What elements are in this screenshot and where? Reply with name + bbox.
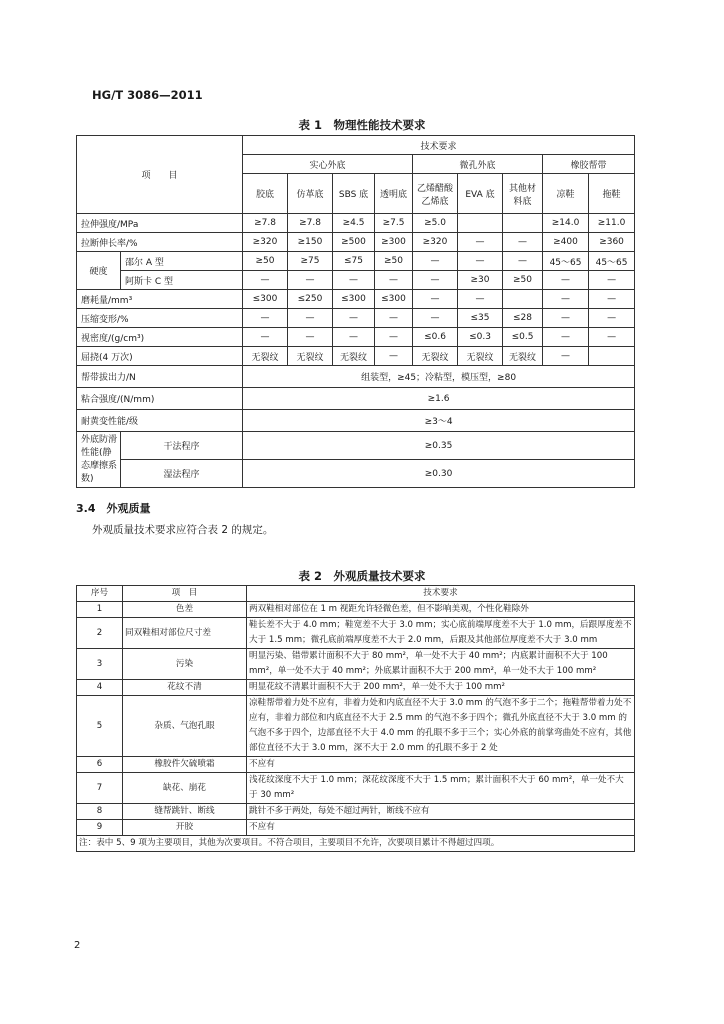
table-row: 阿斯卡 C 型 — — — — — ≥30 ≥50 — — — [77, 271, 635, 290]
table-row: 视密度/(g/cm³) — — — — ≤0.6 ≤0.3 ≤0.5 — — — [77, 328, 635, 347]
physical-properties-table — [76, 135, 635, 488]
section-paragraph: 外观质量技术要求应符合表 2 的规定。 — [92, 524, 274, 536]
table-row: 2 同双鞋相对部位尺寸差 鞋长差不大于 4.0 mm；鞋宽差不大于 3.0 mm；实心底前端厚度差不大于 1.0 mm，后跟厚度差不大于 1.5 mm；微孔底前端厚度差不大于 2.0 mm，后跟及其他部位厚度差不大于 3.0 mm — [77, 618, 635, 649]
table-row: 4 花纹不清 明显花纹不清累计面积不大于 200 mm²，单一处不大于 100 mm² — [77, 680, 635, 696]
table2-title: 表 2 外观质量技术要求 — [298, 569, 426, 583]
table-row: 9 开胶 不应有 — [77, 820, 635, 836]
header-tech-req: 技术要求 — [243, 136, 635, 155]
table-row: 帮带拔出力/N 组装型，≥45；冷粘型，模压型，≥80 — [77, 366, 635, 388]
table-row: 硬度 邵尔 A 型 ≥50 ≥75 ≤75 ≥50 — — — 45～65 45～65 — [77, 252, 635, 271]
page-number: 2 — [74, 940, 81, 951]
subheader: 拖鞋 — [589, 174, 635, 214]
section-heading: 3.4 外观质量 — [76, 502, 151, 515]
table-row: 7 缺花、崩花 浅花纹深度不大于 1.0 mm；深花纹深度不大于 1.5 mm；累计面积不大于 60 mm²，单一处不大于 30 mm² — [77, 773, 635, 804]
table-note: 注：表中 5、9 项为主要项目，其他为次要项目。不符合项目，主要项目不允许，次要项目累计不得超过四项。 — [77, 836, 635, 852]
table-row: 粘合强度/(N/mm) ≥1.6 — [77, 388, 635, 410]
appearance-quality-table — [76, 585, 635, 852]
table-row: 压缩变形/% — — — — — ≤35 ≤28 — — — [77, 309, 635, 328]
slip-label: 外底防滑性能(静态摩擦系数) — [77, 432, 121, 488]
header-item: 项 目 — [77, 136, 243, 214]
table-row: 拉伸强度/MPa ≥7.8 ≥7.8 ≥4.5 ≥7.5 ≥5.0 ≥14.0 ≥11.0 — [77, 214, 635, 233]
table1-title: 表 1 物理性能技术要求 — [298, 118, 426, 132]
subheader: 乙烯醋酸乙烯底 — [413, 174, 458, 214]
table-row: 6 橡胶件欠硫喷霜 不应有 — [77, 757, 635, 773]
table-header: 序号 项 目 技术要求 — [77, 586, 635, 602]
subheader: EVA 底 — [458, 174, 503, 214]
table-row: 耐黄变性能/级 ≥3～4 — [77, 410, 635, 432]
table-row: 3 污染 明显污染、错带累计面积不大于 80 mm²，单一处不大于 40 mm²；内底累计面积不大于 100 mm²，单一处不大于 40 mm²；外底累计面积不大于 200 mm²，单一处不大于 100 mm² — [77, 649, 635, 680]
subheader: SBS 底 — [333, 174, 375, 214]
subheader: 胶底 — [243, 174, 288, 214]
table-row: 外底防滑性能(静态摩擦系数) 干法程序 ≥0.35 — [77, 432, 635, 460]
subheader: 透明底 — [375, 174, 413, 214]
subheader: 其他材料底 — [503, 174, 543, 214]
group-solid-sole: 实心外底 — [243, 155, 413, 174]
group-microporous-sole: 微孔外底 — [413, 155, 543, 174]
subheader: 凉鞋 — [543, 174, 589, 214]
hardness-label: 硬度 — [77, 252, 121, 290]
group-rubber-strap: 橡胶帮带 — [543, 155, 635, 174]
table-row: 1 色差 两双鞋相对部位在 1 m 视距允许轻微色差，但不影响美观，个性化鞋除外 — [77, 602, 635, 618]
standard-number: HG/T 3086—2011 — [92, 88, 203, 102]
table-row: 屈挠(4 万次) 无裂纹 无裂纹 无裂纹 — 无裂纹 无裂纹 无裂纹 — — [77, 347, 635, 366]
table-row: 湿法程序 ≥0.30 — [77, 460, 635, 488]
table-row: 5 杂质、气泡孔眼 凉鞋帮带着力处不应有，非着力处和内底直径不大于 3.0 mm 的气泡不多于二个；拖鞋帮带着力处不应有，非着力部位和内底直径不大于 2.5 mm 的气泡不多于四个；微孔外底直径不大于 3.0 mm 的气泡不多于四个，边部直径不大于 4.0 mm 的孔眼不多于三个；实心外底的前掌弯曲处不应有，其他部位直径不大于 3.0 mm，深不大于 2.0 mm 的孔眼不多于 2 处 — [77, 696, 635, 757]
table-row: 磨耗量/mm³ ≤300 ≤250 ≤300 ≤300 — — — — — [77, 290, 635, 309]
subheader: 仿革底 — [288, 174, 333, 214]
table-row: 8 缝帮跳针、断线 跳针不多于两处，每处不超过两针，断线不应有 — [77, 804, 635, 820]
table-row: 拉断伸长率/% ≥320 ≥150 ≥500 ≥300 ≥320 — — ≥400 ≥360 — [77, 233, 635, 252]
